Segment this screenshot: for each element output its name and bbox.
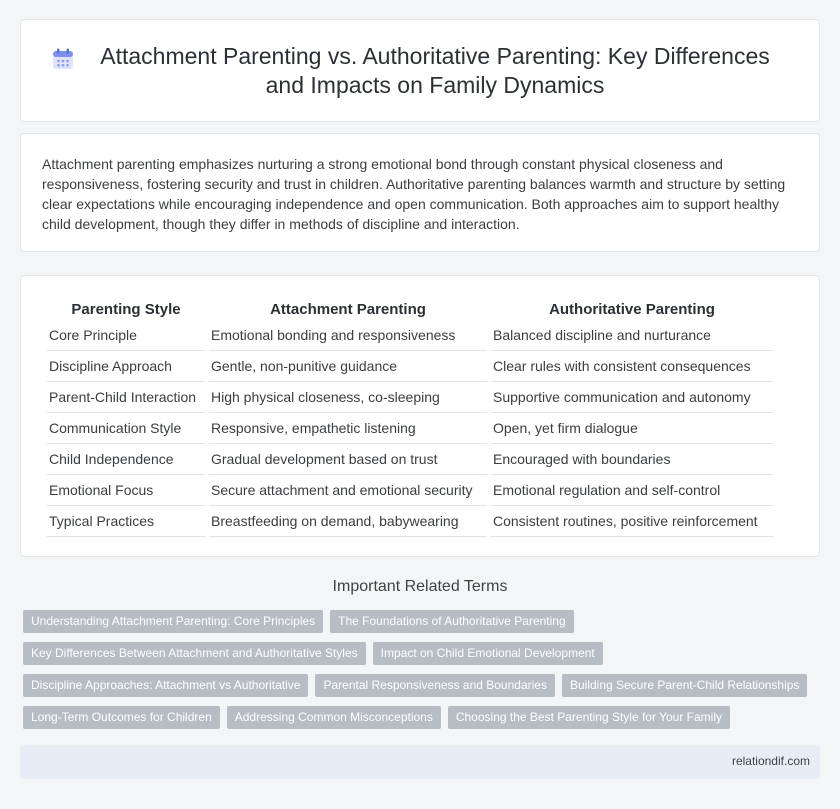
table-cell: Emotional regulation and self-control xyxy=(491,475,773,506)
table-cell: Typical Practices xyxy=(47,506,205,537)
table-row xyxy=(47,413,773,444)
related-term-tag[interactable]: Parental Responsiveness and Boundaries xyxy=(315,674,554,697)
tag-row xyxy=(23,674,823,697)
table-cell: Balanced discipline and nurturance xyxy=(491,320,773,351)
table-cell: Parent-Child Interaction xyxy=(47,382,205,413)
table-cell: Emotional bonding and responsiveness xyxy=(209,320,487,351)
table-cell: High physical closeness, co-sleeping xyxy=(209,382,487,413)
column-header: Attachment Parenting xyxy=(270,300,426,318)
related-term-tag[interactable]: Understanding Attachment Parenting: Core Principles xyxy=(23,610,323,633)
table-cell: Emotional Focus xyxy=(47,475,205,506)
related-term-tag[interactable]: Choosing the Best Parenting Style for Your Family xyxy=(448,706,730,729)
table-cell: Supportive communication and autonomy xyxy=(491,382,773,413)
table-row xyxy=(47,382,773,413)
related-term-tag[interactable]: Building Secure Parent-Child Relationships xyxy=(562,674,807,697)
related-terms-list xyxy=(23,610,823,738)
page-title: Attachment Parenting vs. Authoritative Parenting: Key Differences and Impacts on Family Dynamics xyxy=(100,42,770,98)
table-cell: Gradual development based on trust xyxy=(209,444,487,475)
table-cell: Gentle, non-punitive guidance xyxy=(209,351,487,382)
column-header: Parenting Style xyxy=(71,300,181,318)
table-row xyxy=(47,351,773,382)
tag-row xyxy=(23,706,823,729)
table-cell: Secure attachment and emotional security xyxy=(209,475,487,506)
footer xyxy=(20,745,820,779)
tag-row xyxy=(23,610,823,633)
table-cell: Open, yet firm dialogue xyxy=(491,413,773,444)
intro-paragraph: Attachment parenting emphasizes nurturing a strong emotional bond through constant physical closeness and responsiveness, fostering security and trust in children. Authoritative parenting balances warmth and structure by setting clear expectations while encouraging independence and open communication. Both approaches aim to support healthy child development, though they differ in methods of discipline and interaction. xyxy=(42,156,786,232)
table-cell: Communication Style xyxy=(47,413,205,444)
footer-site-link[interactable]: relationdif.com xyxy=(731,754,810,768)
related-term-tag[interactable]: Addressing Common Misconceptions xyxy=(227,706,441,729)
related-term-tag[interactable]: Discipline Approaches: Attachment vs Authoritative xyxy=(23,674,308,697)
table-cell: Responsive, empathetic listening xyxy=(209,413,487,444)
related-term-tag[interactable]: Impact on Child Emotional Development xyxy=(373,642,603,665)
table-row xyxy=(47,320,773,351)
header-card xyxy=(20,19,820,122)
table-row xyxy=(47,506,773,537)
tag-row xyxy=(23,642,823,665)
related-terms-title: Important Related Terms xyxy=(332,578,508,595)
comparison-table xyxy=(43,294,777,537)
table-cell: Child Independence xyxy=(47,444,205,475)
table-row xyxy=(47,475,773,506)
related-term-tag[interactable]: The Foundations of Authoritative Parenting xyxy=(330,610,573,633)
table-cell: Breastfeeding on demand, babywearing xyxy=(209,506,487,537)
intro-card xyxy=(20,133,820,252)
related-term-tag[interactable]: Key Differences Between Attachment and Authoritative Styles xyxy=(23,642,366,665)
table-cell: Discipline Approach xyxy=(47,351,205,382)
column-header: Authoritative Parenting xyxy=(549,300,715,318)
table-row xyxy=(47,444,773,475)
table-header-row xyxy=(47,294,773,320)
table-cell: Consistent routines, positive reinforcement xyxy=(491,506,773,537)
table-cell: Encouraged with boundaries xyxy=(491,444,773,475)
related-term-tag[interactable]: Long-Term Outcomes for Children xyxy=(23,706,220,729)
comparison-table-card xyxy=(20,275,820,557)
table-cell: Core Principle xyxy=(47,320,205,351)
table-cell: Clear rules with consistent consequences xyxy=(491,351,773,382)
